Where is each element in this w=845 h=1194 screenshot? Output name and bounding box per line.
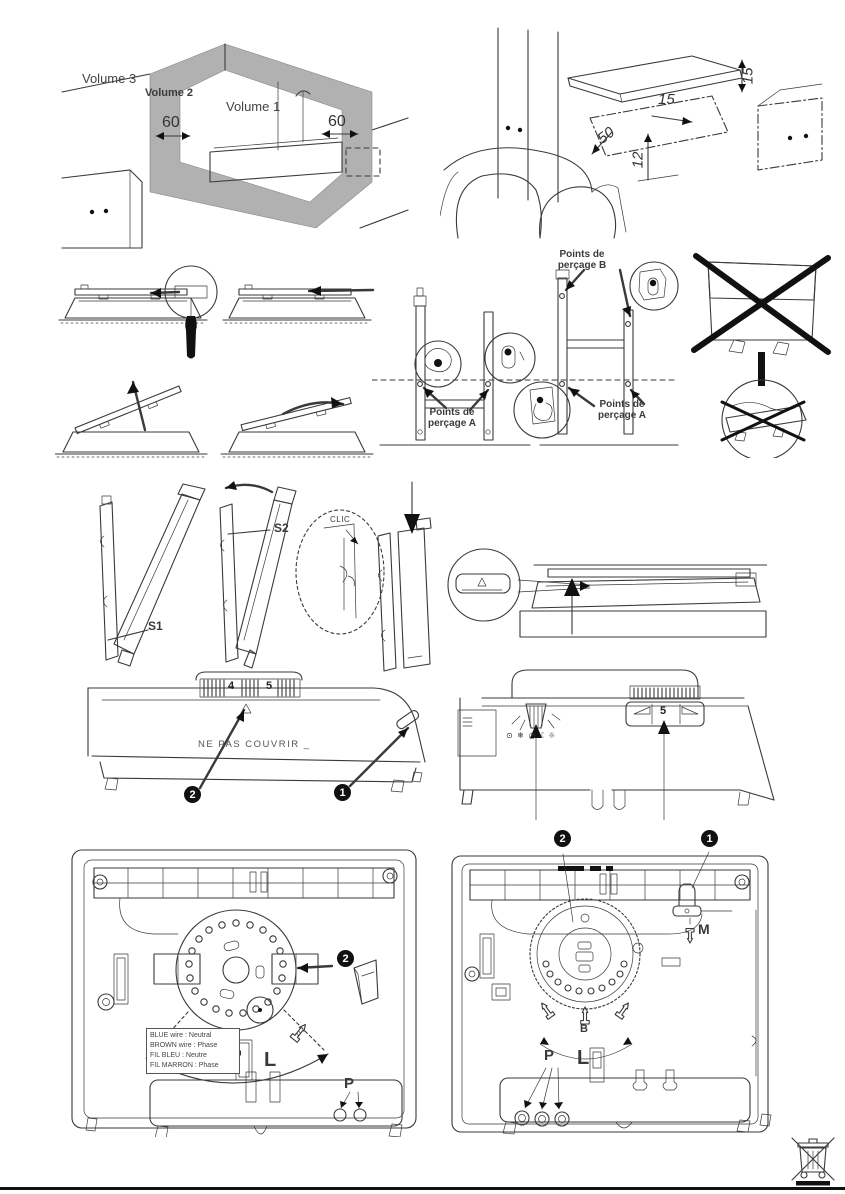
front-view-right-drawing [442,662,777,822]
marker-2-badge: 2 [554,830,571,847]
p-label: P [544,1047,555,1064]
l-label: L [264,1049,277,1071]
dial-5-label: 5 [660,705,667,717]
bathroom-volumes-drawing [60,30,410,250]
wire-color-label [146,1028,240,1074]
no-flat-use-icon [722,380,806,458]
marker-2-badge: 2 [337,950,354,967]
thermostat-disc [176,910,296,1030]
dial-5-label: 5 [266,680,273,692]
back-view-left-drawing [58,842,426,1137]
volume2-label: Volume 2 [144,87,194,99]
screw-icon [581,1007,589,1024]
volume1-label: Volume 1 [226,99,281,114]
dial-4-label: 4 [228,680,235,692]
marker-1-badge: 1 [701,830,718,847]
figure-front-view-left [78,668,426,813]
drilling-points-drawing [372,248,680,463]
ceiling-clip-icon [448,549,520,621]
m-label: M [698,921,710,937]
marker-1-badge: 1 [334,784,351,801]
bracket-removal-drawing [55,262,375,462]
hanging-steps-drawing [78,478,433,683]
wire-line-blue: BLUE wire : Neutral [150,1032,212,1039]
points-de-percage-a-left-label: Points de perçage A [428,407,476,429]
p-label: P [344,1075,355,1092]
points-de-percage-b-label: Points de perçage B [557,249,607,271]
figure-back-view-left [58,842,426,1137]
l-label: L [577,1047,590,1069]
figure-top-clip [442,538,767,643]
dim-50-front: 50 [594,123,618,148]
dim-12-below: 12 [629,151,647,169]
dim-15-above: 15 [739,67,757,85]
figure-bathroom-volumes [60,30,410,250]
figure-back-view-right [440,826,780,1138]
figure-hanging-steps [78,478,433,683]
dim-15-side: 15 [658,91,675,108]
marker-2-badge: 2 [184,786,201,803]
points-de-percage-a-right-label: Points de perçage A [598,399,646,421]
s1-label: S1 [148,619,163,633]
clearances-drawing [440,20,825,240]
wire-line-brown: BROWN wire : Phase [150,1042,218,1049]
figure-drilling-points [372,248,680,463]
page-bottom-rule [0,1187,845,1190]
no-towel-drying-icon [694,256,828,355]
dim-60-right: 60 [328,113,346,130]
back-view-right-drawing [440,826,780,1138]
figure-forbidden-uses [682,248,842,458]
screw-icon [615,1001,632,1020]
thermostat-dial [634,688,694,698]
b-label: B [580,1023,588,1035]
s2-label: S2 [274,521,289,535]
top-clip-drawing [442,538,767,643]
dim-60-left: 60 [162,114,180,131]
weee-icon [788,1128,838,1186]
figure-bracket-removal [55,262,375,462]
screw-icon [538,1001,555,1020]
clic-label: CLIC [330,515,351,524]
mode-symbols-icons: ⊙ ❄ ◷ ☾☼ [506,731,557,740]
crossed-out-wheelie-bin-icon [788,1128,838,1186]
wire-line-bleu: FIL BLEU : Neutre [150,1052,207,1059]
thermostat-disc [530,899,640,1009]
figure-front-view-right [442,662,777,822]
volume3-label: Volume 3 [82,71,137,86]
do-not-cover-label: NE PAS COUVRIR _ [198,739,311,750]
forbidden-uses-drawing [682,248,842,458]
wire-line-marron: FIL MARRON : Phase [150,1062,219,1069]
figure-clearances [440,20,825,240]
